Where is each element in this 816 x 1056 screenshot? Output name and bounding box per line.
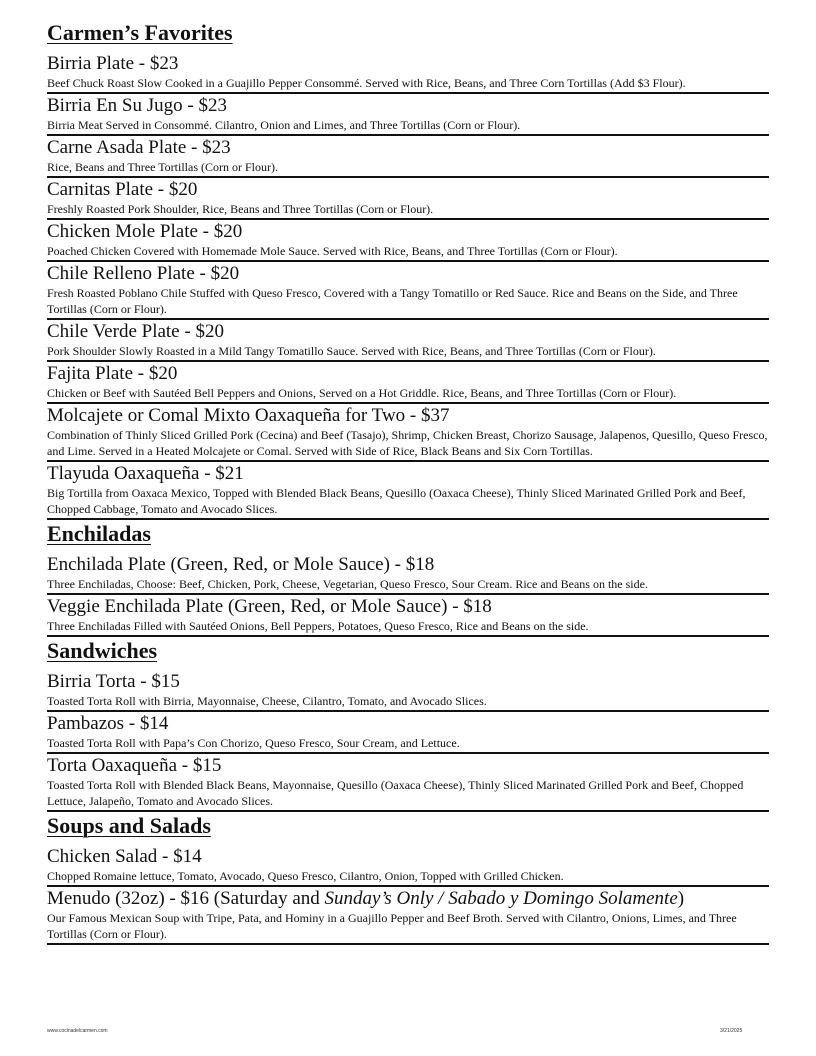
section-title-soups-salads: Soups and Salads xyxy=(47,813,211,838)
item-name: Carne Asada Plate - $23 xyxy=(47,137,231,158)
item-name: Enchilada Plate (Green, Red, or Mole Sauce) - $18 xyxy=(47,554,435,575)
item-name: Fajita Plate - $20 xyxy=(47,363,178,384)
item-description: Freshly Roasted Pork Shoulder, Rice, Beans and Three Tortillas (Corn or Flour). xyxy=(47,202,434,216)
item-description: Combination of Thinly Sliced Grilled Pork (Cecina) and Beef (Tasajo), Shrimp, Chicken Breast, Chorizo Sausage, Jalapenos, Quesillo, Queso Fresco, and Lime. Served in a Heated Molcajete or Comal. Served with Side of Rice, Black Beans and Six Corn Tortillas. xyxy=(47,428,768,458)
menu-item-birria-torta xyxy=(47,671,769,712)
sandwiches-list xyxy=(47,671,769,812)
item-name: Chile Relleno Plate - $20 xyxy=(47,263,240,284)
menu-item-enchilada-plate xyxy=(47,554,769,595)
menu-item-pambazos xyxy=(47,713,769,754)
item-name: Carnitas Plate - $20 xyxy=(47,179,198,200)
menu-item-chicken-salad xyxy=(47,846,769,887)
section-title-enchiladas: Enchiladas xyxy=(47,521,151,546)
menu-item-veggie-enchilada-plate xyxy=(47,596,769,637)
menu-item-chile-verde-plate xyxy=(47,321,769,362)
menu-item-chile-relleno-plate xyxy=(47,263,769,320)
menu-item-carnitas-plate xyxy=(47,179,769,220)
item-name: Molcajete or Comal Mixto Oaxaqueña for Two - $37 xyxy=(47,405,450,426)
item-name-italic: Sunday’s Only / Sabado y Domingo Solamente xyxy=(324,888,678,909)
item-description: Rice, Beans and Three Tortillas (Corn or Flour). xyxy=(47,160,278,174)
menu-item-birria-en-su-jugo xyxy=(47,95,769,136)
item-name: Birria Plate - $23 xyxy=(47,53,179,74)
item-description: Beef Chuck Roast Slow Cooked in a Guajillo Pepper Consommé. Served with Rice, Beans, and Three Corn Tortillas (Add $3 Flour). xyxy=(47,76,686,90)
item-name: Birria En Su Jugo - $23 xyxy=(47,95,227,116)
item-name: Chile Verde Plate - $20 xyxy=(47,321,224,342)
item-description: Three Enchiladas, Choose: Beef, Chicken, Pork, Cheese, Vegetarian, Queso Fresco, Sour Cream. Rice and Beans on the side. xyxy=(47,577,648,591)
section-title-sandwiches: Sandwiches xyxy=(47,638,158,663)
item-description: Birria Meat Served in Consommé. Cilantro, Onion and Limes, and Three Tortillas (Corn or Flour). xyxy=(47,118,521,132)
item-name: Pambazos - $14 xyxy=(47,713,169,734)
item-name-plain: Menudo (32oz) - $16 (Saturday and xyxy=(47,888,325,909)
item-description: Chopped Romaine lettuce, Tomato, Avocado, Queso Fresco, Cilantro, Onion, Topped with Grilled Chicken. xyxy=(47,869,564,883)
enchiladas-list xyxy=(47,554,769,637)
item-description: Toasted Torta Roll with Papa’s Con Chorizo, Queso Fresco, Sour Cream, and Lettuce. xyxy=(47,736,460,750)
item-name: Torta Oaxaqueña - $15 xyxy=(47,755,222,776)
item-name: Veggie Enchilada Plate (Green, Red, or Mole Sauce) - $18 xyxy=(47,596,492,617)
item-description: Fresh Roasted Poblano Chile Stuffed with Queso Fresco, Covered with a Tangy Tomatillo or Red Sauce. Rice and Beans on the Side, and Three Tortillas (Corn or Flour). xyxy=(47,286,738,316)
item-name: Chicken Salad - $14 xyxy=(47,846,202,867)
menu-item-birria-plate xyxy=(47,53,769,94)
item-description: Three Enchiladas Filled with Sautéed Onions, Bell Peppers, Potatoes, Queso Fresco, Rice and Beans on the side. xyxy=(47,619,589,633)
section-title-favorites: Carmen’s Favorites xyxy=(47,20,233,45)
favorites-list xyxy=(47,53,769,520)
item-name-close: ) xyxy=(677,888,685,909)
footer-website: www.cocinadelcarmen.com xyxy=(47,1028,108,1034)
item-description: Our Famous Mexican Soup with Tripe, Pata, and Hominy in a Guajillo Pepper and Beef Broth. Served with Cilantro, Onions, Limes, and Three Tortillas (Corn or Flour). xyxy=(47,911,737,941)
item-name: Tlayuda Oaxaqueña - $21 xyxy=(47,463,244,484)
menu-item-menudo xyxy=(47,888,769,945)
menu-item-tlayuda-oaxaquena xyxy=(47,463,769,520)
item-description: Pork Shoulder Slowly Roasted in a Mild Tangy Tomatillo Sauce. Served with Rice, Beans, and Three Tortillas (Corn or Flour). xyxy=(47,344,656,358)
menu-item-molcajete-mixto xyxy=(47,405,769,462)
item-description: Toasted Torta Roll with Blended Black Beans, Mayonnaise, Quesillo (Oaxaca Cheese), Thinly Sliced Marinated Grilled Pork and Beef, Chopped Lettuce, Jalapeño, Tomato and Avocado Slices. xyxy=(47,778,744,808)
item-description: Poached Chicken Covered with Homemade Mole Sauce. Served with Rice, Beans, and Three Tortillas (Corn or Flour). xyxy=(47,244,618,258)
footer-date: 3/21/2025 xyxy=(720,1028,743,1034)
item-name xyxy=(47,888,769,910)
item-description: Toasted Torta Roll with Birria, Mayonnaise, Cheese, Cilantro, Tomato, and Avocado Slices. xyxy=(47,694,487,708)
menu-item-chicken-mole-plate xyxy=(47,221,769,262)
soups-salads-list xyxy=(47,846,769,945)
menu-item-fajita-plate xyxy=(47,363,769,404)
item-name: Birria Torta - $15 xyxy=(47,671,180,692)
menu-page xyxy=(47,20,769,946)
item-description: Chicken or Beef with Sautéed Bell Peppers and Onions, Served on a Hot Griddle. Rice, Beans, and Three Tortillas (Corn or Flour). xyxy=(47,386,677,400)
menu-item-carne-asada-plate xyxy=(47,137,769,178)
item-name: Chicken Mole Plate - $20 xyxy=(47,221,243,242)
item-description: Big Tortilla from Oaxaca Mexico, Topped with Blended Black Beans, Quesillo (Oaxaca Cheese), Thinly Sliced Marinated Grilled Pork and Beef, Chopped Cabbage, Tomato and Avocado Slices. xyxy=(47,486,746,516)
menu-item-torta-oaxaquena xyxy=(47,755,769,812)
